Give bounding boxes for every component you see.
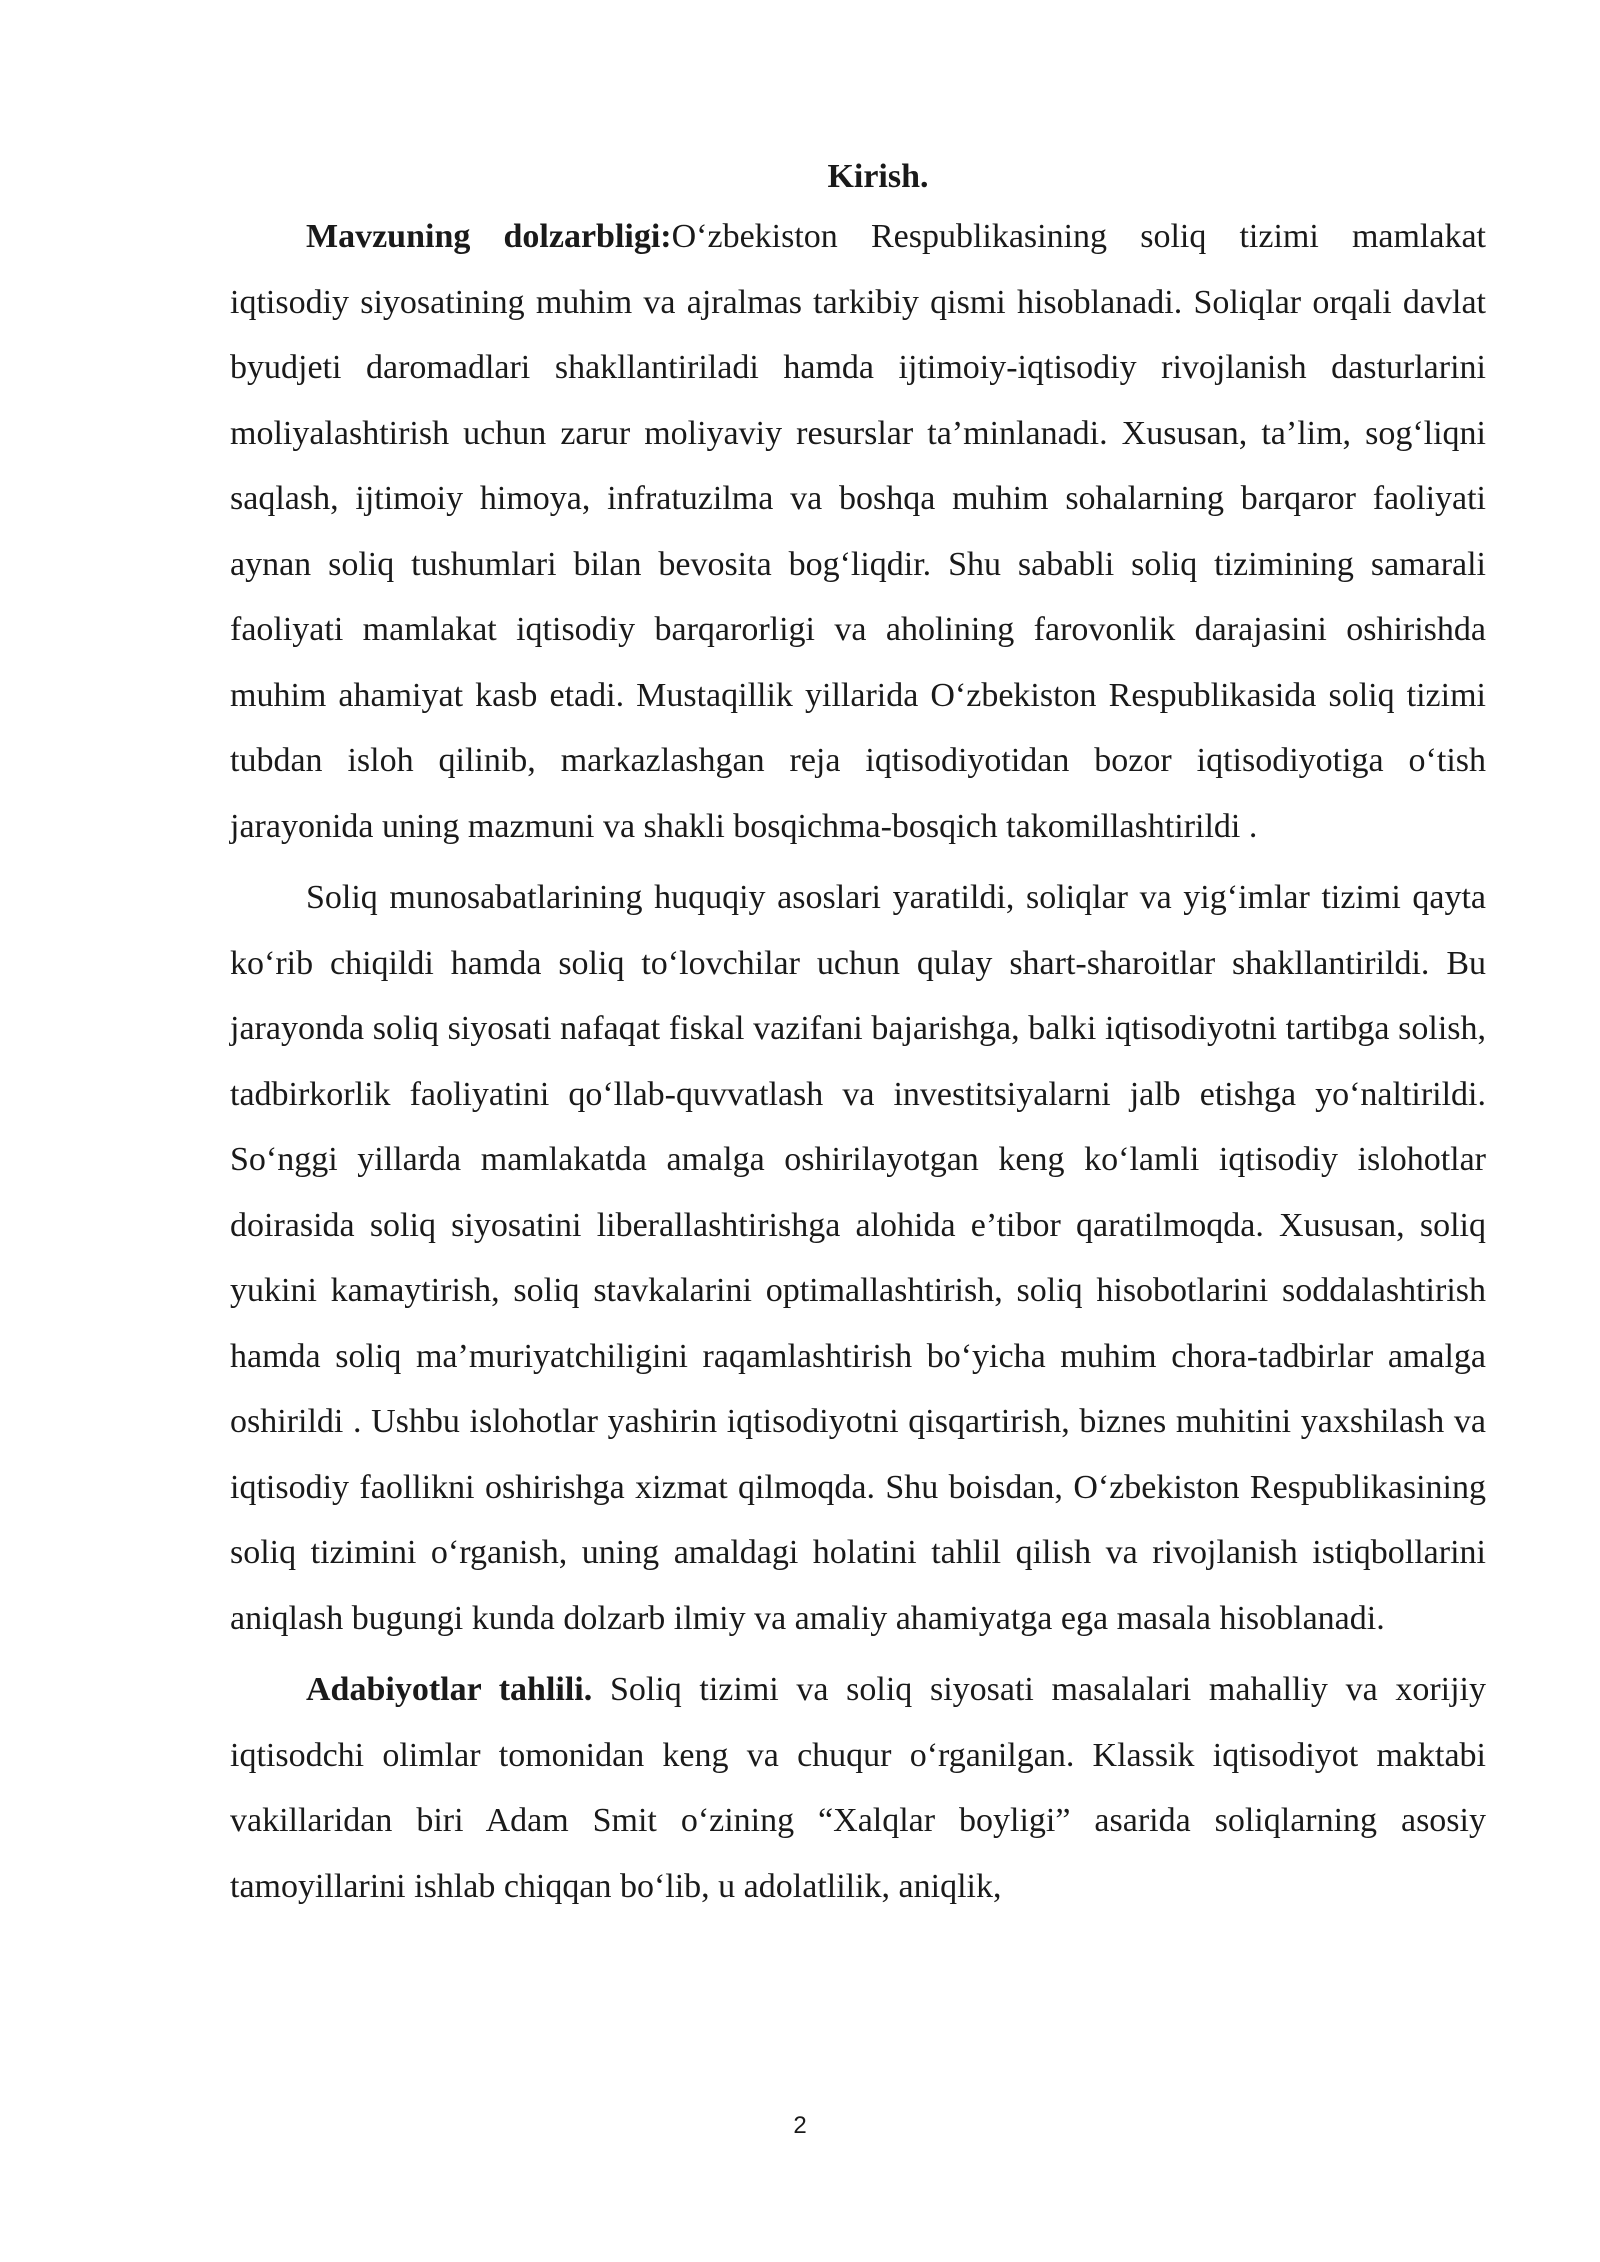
section-title: Kirish.	[827, 158, 929, 195]
paragraph-lead: Mavzuning dolzarbligi:	[306, 218, 672, 255]
paragraph-lead: Adabiyotlar tahlili.	[306, 1671, 593, 1708]
paragraph-text: O‘zbekiston Respublikasining soliq tizimi mamlakat iqtisodiy siyosatining muhim va ajralmas tarkibiy qismi hisoblanadi. Soliqlar orqali davlat byudjeti daromadlari shakllantiriladi hamda ijtimoiy-iqtisodiy rivojlanish dasturlarini moliyalashtirish uchun zarur moliyaviy resurslar ta’minlanadi. Xususan, ta’lim, sog‘liqni saqlash, ijtimoiy himoya, infratuzilma va boshqa muhim sohalarning barqaror faoliyati aynan soliq tushumlari bilan bevosita bog‘liqdir. Shu sababli soliq tizimining samarali faoliyati mamlakat iqtisodiy barqarorligi va aholining farovonlik darajasini oshirishda muhim ahamiyat kasb etadi. Mustaqillik yillarida O‘zbekiston Respublikasida soliq tizimi tubdan isloh qilinib, markazlashgan reja iqtisodiyotidan bozor iqtisodiyotiga o‘tish jarayonida uning mazmuni va shakli bosqichma-bosqich takomillashtirildi .	[230, 218, 1487, 845]
paragraph-reforms	[230, 865, 1486, 1651]
document-body	[230, 150, 1486, 1919]
paragraph-text: Soliq munosabatlarining huquqiy asoslari yaratildi, soliqlar va yig‘imlar tizimi qayta ko‘rib chiqildi hamda soliq to‘lovchilar uchun qulay shart-sharoitlar shakllantirildi. Bu jarayonda soliq siyosati nafaqat fiskal vazifani bajarishga, balki iqtisodiyotni tartibga solish, tadbirkorlik faoliyatini qo‘llab-quvvatlash va investitsiyalarni jalb etishga yo‘naltirildi. So‘nggi yillarda mamlakatda amalga oshirilayotgan keng ko‘lamli iqtisodiy islohotlar doirasida soliq siyosatini liberallashtirishga alohida e’tibor qaratilmoqda. Xususan, soliq yukini kamaytirish, soliq stavkalarini optimallashtirish, soliq hisobotlarini soddalashtirish hamda soliq ma’muriyatchiligini raqamlashtirish bo‘yicha muhim chora-tadbirlar amalga oshirildi . Ushbu islohotlar yashirin iqtisodiyotni qisqartirish, biznes muhitini yaxshilash va iqtisodiy faollikni oshirishga xizmat qilmoqda. Shu boisdan, O‘zbekiston Respublikasining soliq tizimini o‘rganish, uning amaldagi holatini tahlil qilish va rivojlanish istiqbollarini aniqlash bugungi kunda dolzarb ilmiy va amaliy ahamiyatga ega masala hisoblanadi.	[230, 879, 1486, 1637]
page-number: 2	[793, 2112, 807, 2139]
paragraph-relevance	[230, 204, 1486, 859]
paragraph-text: Soliq tizimi va soliq siyosati masalalari mahalliy va xorijiy iqtisodchi olimlar tomonidan keng va chuqur o‘rganilgan. Klassik iqtisodiyot maktabi vakillaridan biri Adam Smit o‘zining “Xalqlar boyligi” asarida soliqlarning asosiy tamoyillarini ishlab chiqqan bo‘lib, u adolatlilik, aniqlik,	[230, 1671, 1486, 1905]
paragraph-literature-review	[230, 1657, 1486, 1919]
